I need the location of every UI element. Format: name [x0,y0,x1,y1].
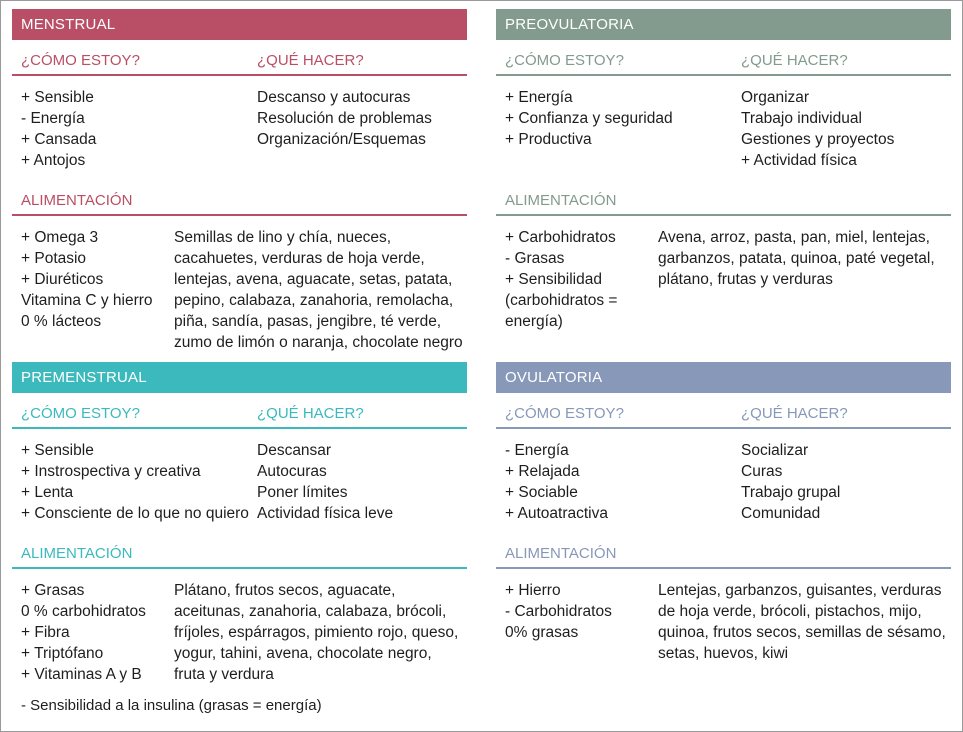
como-estoy-heading: ¿CÓMO ESTOY? [21,405,140,422]
nutrientes-list [505,227,617,332]
list-item: Trabajo grupal [741,484,841,501]
list-item: + Sensible [21,442,94,459]
que-hacer-heading: ¿QUÉ HACER? [741,52,848,69]
food-rows [496,569,951,673]
list-item: + Autoatractiva [505,505,608,522]
como-estoy-heading: ¿CÓMO ESTOY? [21,52,140,69]
list-item: - Grasas [505,250,565,267]
state-rows [496,429,951,533]
text-line: cacahuetes, verduras de hoja verde, [174,250,425,267]
list-item: Organizar [741,89,810,106]
list-item: - Carbohidratos [505,603,612,620]
state-rows [12,76,467,180]
list-item: + Antojos [21,152,86,169]
list-item: - Energía [505,442,569,459]
text-line: piña, sandía, pasas, jengibre, té verde, [174,313,442,330]
list-item: - Energía [21,110,85,127]
text-line: quinoa, frutos secos, semillas de sésamo, [658,624,946,641]
card-ovulatoria [496,362,951,673]
card-preovulatoria [496,9,951,330]
que-list [741,440,840,524]
food-rows [496,216,951,330]
phase-title-bar: PREOVULATORIA [496,9,951,40]
list-item: + Sociable [505,484,578,501]
que-list [257,87,432,150]
alimentacion-heading: ALIMENTACIÓN [505,545,617,562]
como-list [21,87,96,171]
text-line: Semillas de lino y chía, nueces, [174,229,392,246]
list-item: Autocuras [257,463,327,480]
list-item: Gestiones y proyectos [741,131,895,148]
list-item: + Lenta [21,484,74,501]
phase-title-bar: PREMENSTRUAL [12,362,467,393]
list-item: energía) [505,313,563,330]
nutrientes-list [21,580,146,685]
como-estoy-heading: ¿CÓMO ESTOY? [505,52,624,69]
list-item: Trabajo individual [741,110,862,127]
list-item: 0 % lácteos [21,313,102,330]
list-item: + Hierro [505,582,561,599]
alimentos-text [658,580,946,664]
list-item: + Diuréticos [21,271,104,288]
list-item: + Cansada [21,131,97,148]
alimentos-text [174,580,458,685]
como-list [505,440,608,524]
que-hacer-heading: ¿QUÉ HACER? [257,52,364,69]
alimentos-text [174,227,463,353]
list-item: + Fibra [21,624,70,641]
text-line: aceitunas, zanahoria, calabaza, brócoli, [174,603,447,620]
nutrientes-list [505,580,612,643]
alimentacion-heading: ALIMENTACIÓN [505,192,617,209]
text-line: zumo de limón o naranja, chocolate negro [174,334,463,351]
list-item: + Confianza y seguridad [505,110,673,127]
list-item: + Consciente de lo que no quiero [21,505,249,522]
text-line: yogur, tahini, avena, chocolate negro, [174,645,432,662]
list-item: Resolución de problemas [257,110,432,127]
list-item: + Potasio [21,250,87,267]
phase-title-bar: OVULATORIA [496,362,951,393]
list-item: Comunidad [741,505,821,522]
list-item: + Vitaminas A y B [21,666,142,683]
text-line: plátano, frutas y verduras [658,271,833,288]
que-hacer-heading: ¿QUÉ HACER? [257,405,364,422]
text-line: fríjoles, espárragos, pimiento rojo, queso, [174,624,459,641]
text-line: Avena, arroz, pasta, pan, miel, lentejas, [658,229,930,246]
como-que-header [496,40,951,76]
list-item: + Actividad física [741,152,857,169]
list-item: + Carbohidratos [505,229,616,246]
footnote: - Sensibilidad a la insulina (grasas = energía) [21,697,322,714]
list-item: + Productiva [505,131,592,148]
list-item: (carbohidratos = [505,292,618,309]
text-line: de hoja verde, brócoli, pistachos, mijo, [658,603,922,620]
como-que-header [12,40,467,76]
list-item: Poner límites [257,484,348,501]
card-premenstrual [12,362,467,683]
text-line: pepino, calabaza, zanahoria, remolacha, [174,292,454,309]
list-item: + Grasas [21,582,85,599]
que-hacer-heading: ¿QUÉ HACER? [741,405,848,422]
list-item: + Triptófano [21,645,104,662]
alimentacion-header [496,533,951,569]
list-item: Organización/Esquemas [257,131,426,148]
list-item: 0 % carbohidratos [21,603,146,620]
alimentacion-header [12,533,467,569]
text-line: Plátano, frutos secos, aguacate, [174,582,396,599]
alimentacion-heading: ALIMENTACIÓN [21,192,133,209]
phase-title-bar: MENSTRUAL [12,9,467,40]
list-item: + Sensible [21,89,94,106]
list-item: + Energía [505,89,573,106]
alimentacion-header [12,180,467,216]
list-item: + Relajada [505,463,580,480]
como-estoy-heading: ¿CÓMO ESTOY? [505,405,624,422]
como-list [21,440,249,524]
text-line: Lentejas, garbanzos, guisantes, verduras [658,582,942,599]
list-item: Descanso y autocuras [257,89,411,106]
alimentacion-header [496,180,951,216]
list-item: + Sensibilidad [505,271,602,288]
list-item: Actividad física leve [257,505,394,522]
card-menstrual [12,9,467,351]
text-line: setas, huevos, kiwi [658,645,789,662]
que-list [741,87,894,171]
list-item: 0% grasas [505,624,579,641]
food-rows [12,216,467,351]
text-line: fruta y verdura [174,666,274,683]
state-rows [496,76,951,180]
nutrientes-list [21,227,153,332]
food-rows [12,569,467,683]
list-item: Curas [741,463,783,480]
list-item: Descansar [257,442,332,459]
alimentos-text [658,227,935,290]
como-que-header [12,393,467,429]
list-item: Vitamina C y hierro [21,292,153,309]
list-item: Socializar [741,442,809,459]
como-list [505,87,673,150]
state-rows [12,429,467,533]
list-item: + Instrospectiva y creativa [21,463,201,480]
text-line: lentejas, avena, aguacate, setas, patata, [174,271,453,288]
que-list [257,440,393,524]
list-item: + Omega 3 [21,229,99,246]
text-line: garbanzos, patata, quinoa, paté vegetal, [658,250,935,267]
como-que-header [496,393,951,429]
alimentacion-heading: ALIMENTACIÓN [21,545,133,562]
